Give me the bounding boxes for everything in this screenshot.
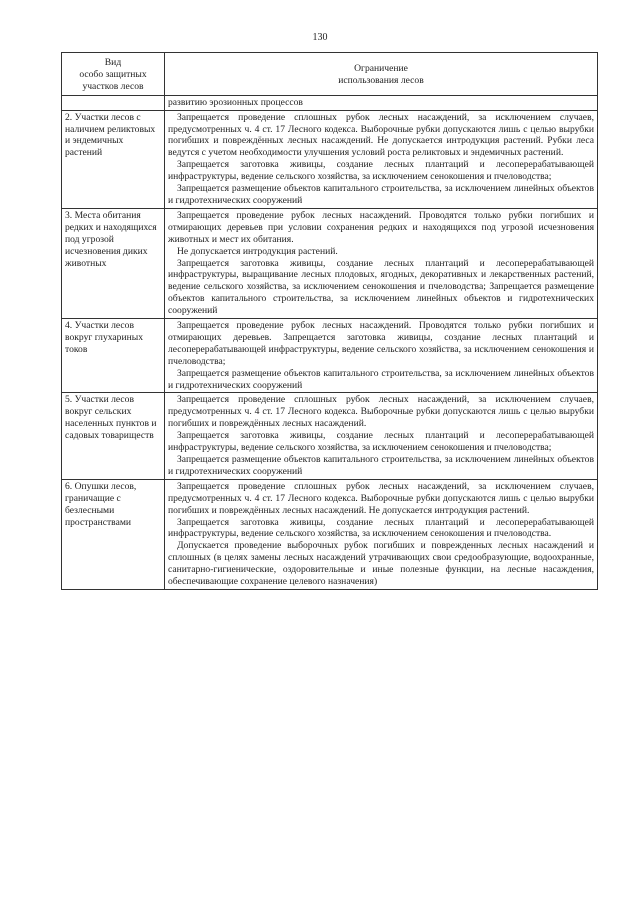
continuation-text: развитию эрозионных процессов: [168, 96, 303, 108]
area-type-cell: 4. Участки лесов вокруг глухариных токов: [62, 319, 165, 393]
restriction-cell: [165, 208, 598, 318]
table-row: [62, 479, 598, 589]
restriction-paragraph: Запрещается проведение сплошных рубок лесных насаждений, за исключением случаев, предусмотренных ч. 4 ст. 17 Лесного кодекса. Выборочные рубки допускаются лишь с целью вырубки погибших и повреждённых лесных насаждений. Не допускается интродукция растений. Рубки леса ведутся с учетом необходимости улучшения условий роста реликтовых и эндемичных растений.: [168, 111, 594, 159]
restriction-paragraph: Не допускается интродукция растений.: [177, 245, 338, 257]
table-row: [62, 110, 598, 208]
table-header-row: [62, 53, 598, 96]
table-row: [62, 393, 598, 479]
restriction-paragraph: Запрещается размещение объектов капитального строительства, за исключением линейных объектов и гидротехнических сооружений: [168, 367, 594, 391]
restriction-cell: [165, 479, 598, 589]
restriction-paragraph: Запрещается размещение объектов капитального строительства, за исключением линейных объектов и гидротехнических сооружений: [168, 183, 594, 206]
restriction-cell: [165, 110, 598, 208]
restriction-paragraph: Запрещается проведение рубок лесных насаждений. Проводятся только рубки погибших и отмирающих деревьев при условии сохранения редких и находящихся под угрозой исчезновения животных и мест их обитания.: [168, 209, 594, 245]
continuation-cell: [165, 95, 598, 110]
restriction-paragraph: Запрещается заготовка живицы, создание лесных плантаций и лесоперерабатывающей инфраструктуры, ведение сельского хозяйства, за исключением сенокошения и пчеловодства;: [168, 430, 594, 454]
table-row: [62, 208, 598, 318]
restriction-paragraph: Запрещается размещение объектов капитального строительства, за исключением линейных объектов и гидротехнических сооружений: [168, 454, 594, 477]
header-type-column: Вид особо защитных участков лесов: [62, 53, 165, 96]
restriction-paragraph: Запрещается проведение сплошных рубок лесных насаждений, за исключением случаев, предусмотренных ч. 4 ст. 17 Лесного кодекса. Выборочные рубки допускаются лишь с целью вырубки погибших и повреждённых лесных насаждений. Не допускается интродукция растений.: [168, 480, 594, 516]
page-number: 130: [312, 32, 328, 43]
restriction-paragraph: Запрещается заготовка живицы, создание лесных плантаций и лесоперерабатывающей инфраструктуры, ведение сельского хозяйства, за исключением сенокошения и пчеловодства.: [168, 516, 594, 540]
restriction-paragraph: Запрещается проведение рубок лесных насаждений. Проводятся только рубки погибших и отмирающих деревьев. Запрещается заготовка живицы, создание лесных плантаций и лесоперерабатывающей инфраструктуры, ведение сельского хозяйства, за исключением сенокошения и пчеловодства;: [168, 320, 594, 367]
table-row: [62, 319, 598, 393]
restrictions-table: [61, 52, 598, 590]
restriction-paragraph: Запрещается заготовка живицы, создание лесных плантаций и лесоперерабатывающей инфраструктуры, выращивание лесных плодовых, ягодных, декоративных и лекарственных растений, ведение сельского хозяйства, за исключением сенокошения и пчеловодства; Запрещается размещение объектов капитального строительства, за исключением линейных объектов и гидротехнических сооружений: [168, 257, 594, 317]
area-type-cell: 5. Участки лесов вокруг сельских населенных пунктов и садовых товариществ: [62, 393, 165, 479]
restriction-paragraph: Запрещается проведение сплошных рубок лесных насаждений, за исключением случаев, предусмотренных ч. 4 ст. 17 Лесного кодекса. Выборочные рубки допускаются лишь с целью вырубки погибших и повреждённых лесных насаждений.: [168, 394, 594, 430]
continuation-empty-cell: [62, 95, 165, 110]
area-type-cell: 3. Места обитания редких и находящихся под угрозой исчезновения диких животных: [62, 208, 165, 318]
restriction-cell: [165, 319, 598, 393]
continuation-row: [62, 95, 598, 110]
restriction-paragraph: Допускается проведение выборочных рубок погибших и поврежденных лесных насаждений и сплошных (в целях замены лесных насаждений утрачивающих свои средообразующие, водоохранные, санитарно-гигиенические, оздоровительные и иные полезные функции, на лесные насаждения, обеспечивающие сохранение целевого назначения): [168, 540, 594, 588]
restriction-cell: [165, 393, 598, 479]
header-restriction-column: Ограничение использования лесов: [165, 53, 598, 96]
restriction-paragraph: Запрещается заготовка живицы, создание лесных плантаций и лесоперерабатывающей инфраструктуры, ведение сельского хозяйства, за исключением сенокошения и пчеловодства;: [168, 159, 594, 183]
area-type-cell: 2. Участки лесов с наличием реликтовых и эндемичных растений: [62, 110, 165, 208]
area-type-cell: 6. Опушки лесов, граничащие с безлесными пространствами: [62, 479, 165, 589]
